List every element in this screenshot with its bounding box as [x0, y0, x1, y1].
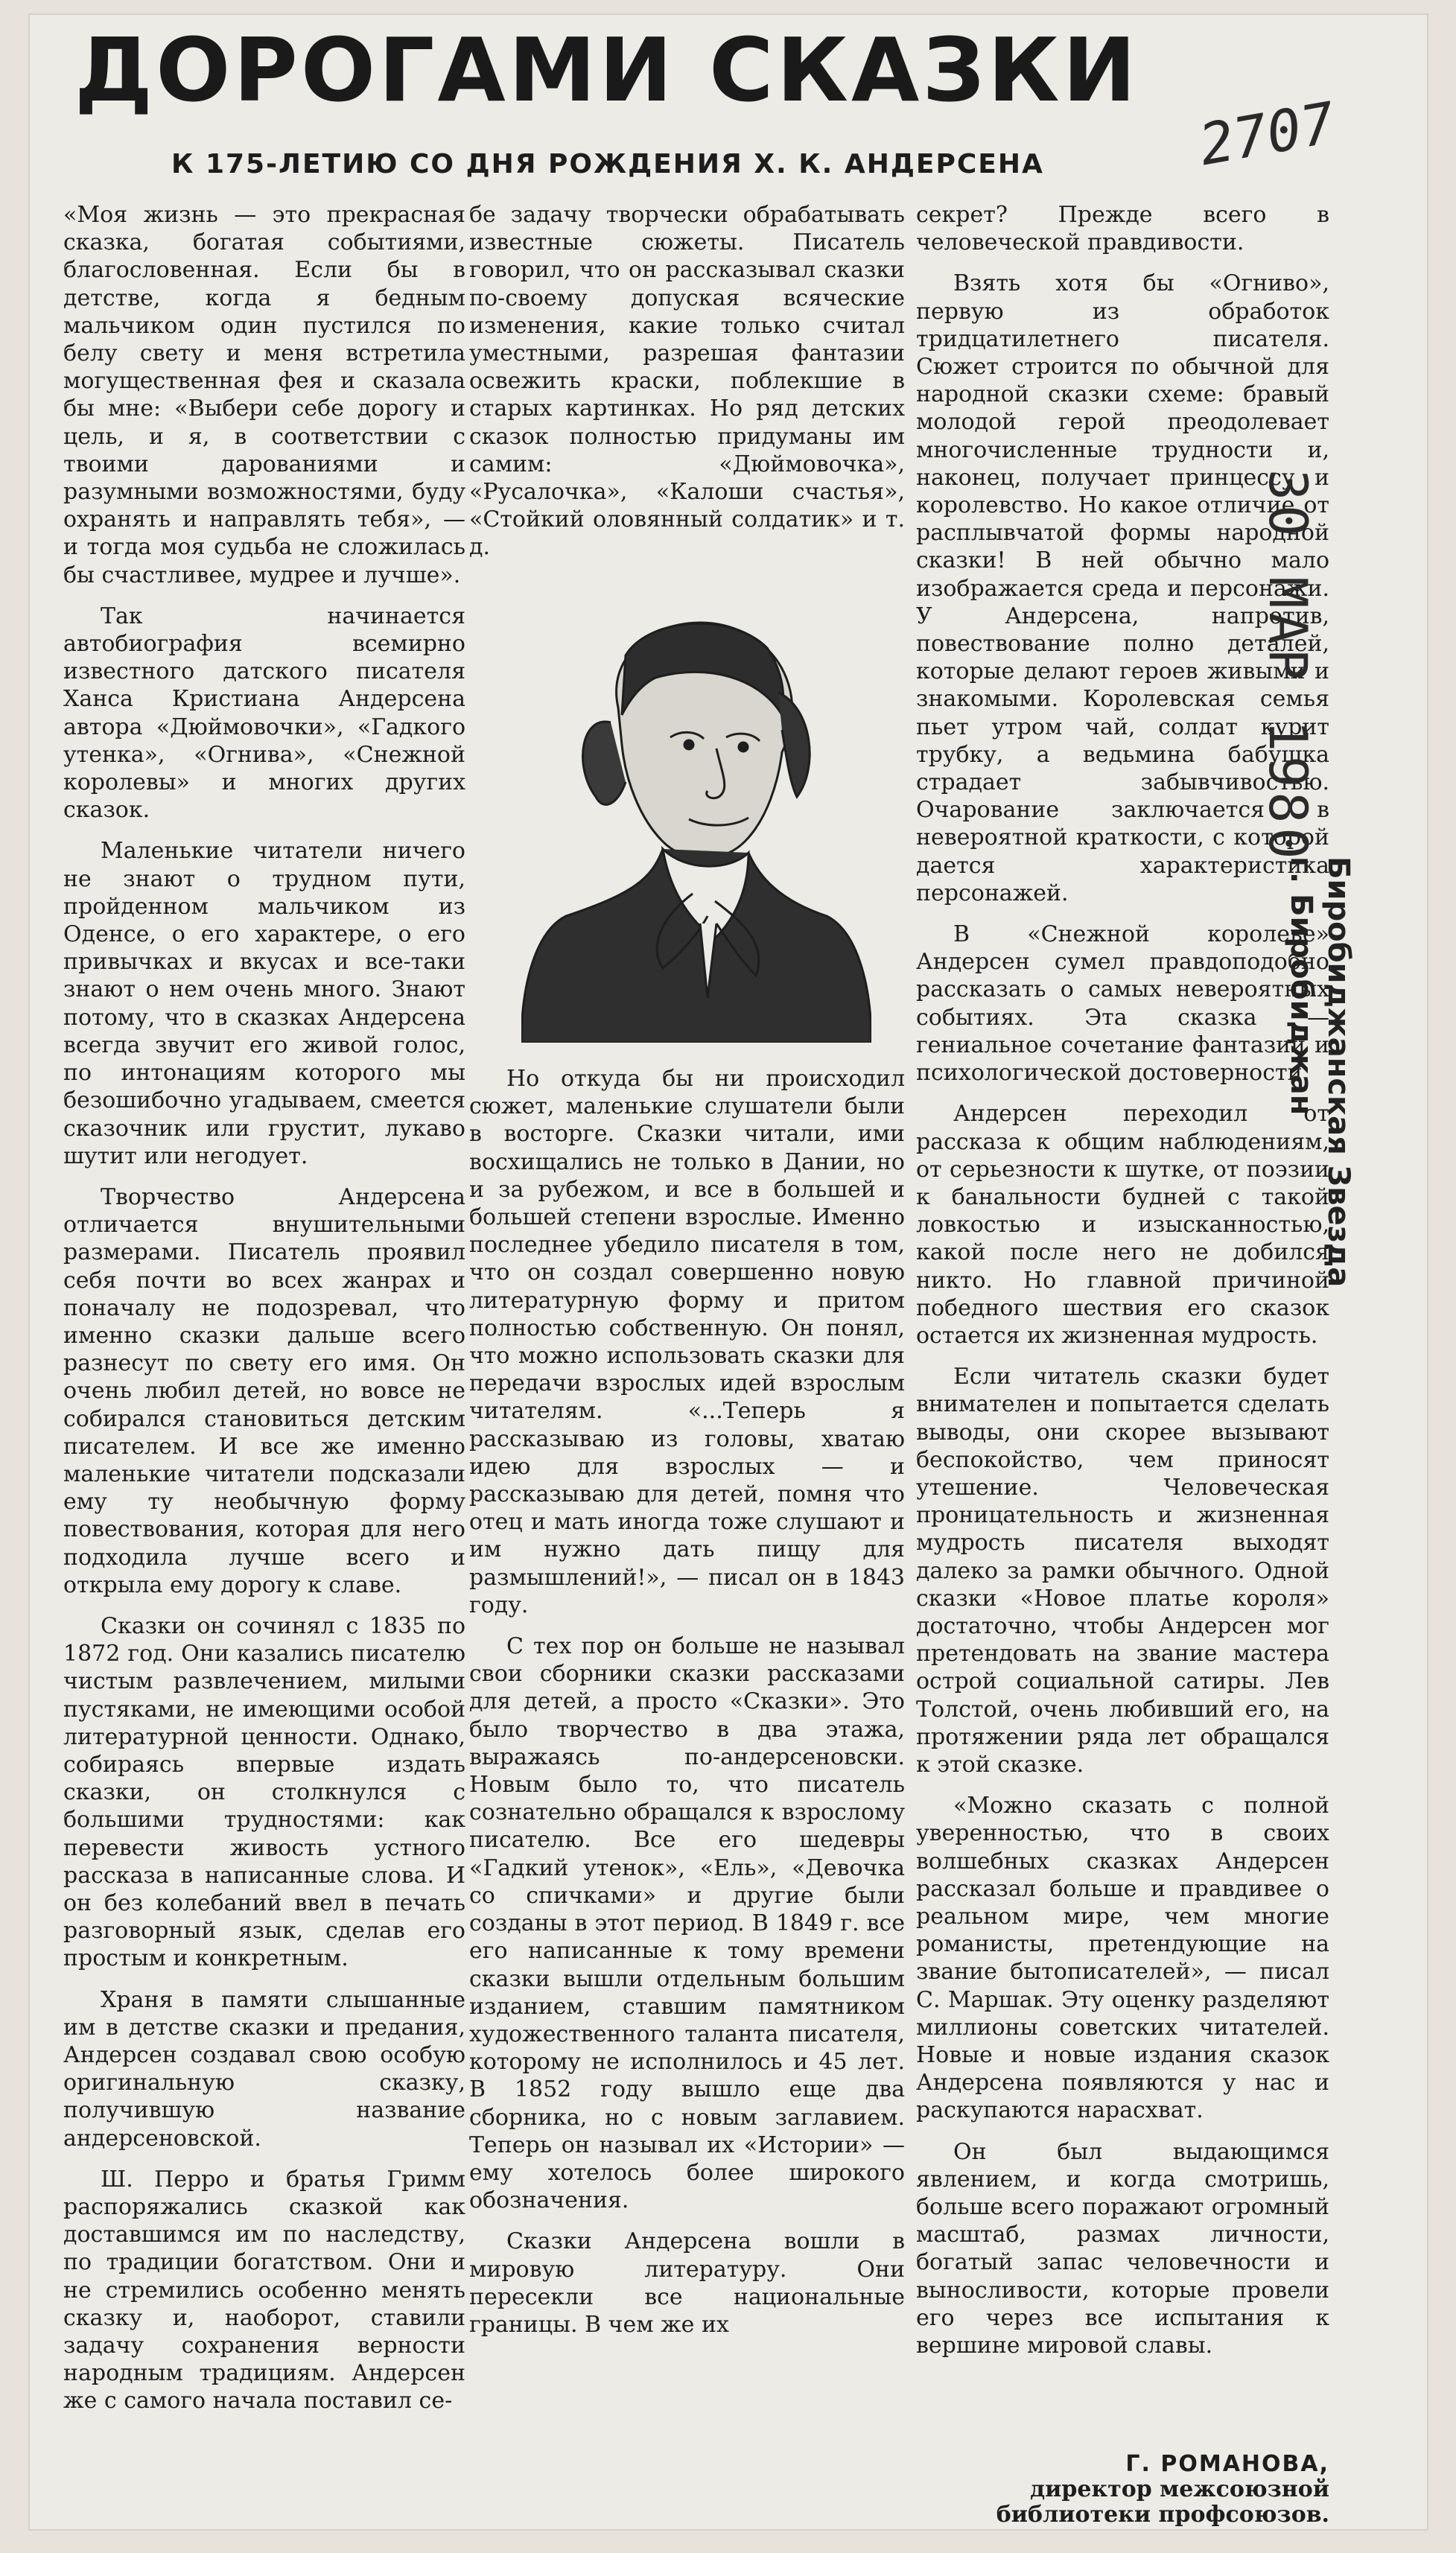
author-role-2: библиотеки профсоюзов. — [996, 2502, 1329, 2528]
paragraph: «Моя жизнь — это прекрасная сказка, богатая событиями, благословенная. Если бы в детстве, когда я бедным мальчиком один пустился по белу свету и меня встретила могущественная фея и сказала бы мне: «Выбери себе дорогу и цель, и я, в соответствии с твоими дарованиями и разумными возможностями, буду охранять и направлять тебя», — и тогда моя судьба не сложилась бы счастливее, мудрее и лучше». — [63, 202, 465, 588]
article-headline: ДОРОГАМИ СКАЗКИ — [74, 19, 1139, 121]
text-column-1 — [63, 201, 465, 2429]
paragraph: Маленькие читатели ничего не знают о трудном пути, пройденном мальчиком из Оденсе, о его характере, о его привычках и вкусах и все-таки знают о нем очень много. Знают потому, что в сказках Андерсена всегда звучит его живой голос, по интонациям которого мы безошибочно угадываем, смеется сказочник или грустит, лукаво шутит или негодует. — [63, 838, 465, 1169]
paragraph: Творчество Андерсена отличается внушительными размерами. Писатель проявил себя почти во всех жанрах и поначалу не подозревал, что именно сказки дальше всего разнесут по свету его имя. Он очень любил детей, но вовсе не собирался становиться детским писателем. И все же именно маленькие читатели подсказали ему ту необычную форму повествования, которая для него подходила лучше всего и открыла ему дорогу к славе. — [63, 1183, 465, 1598]
text-column-2-bottom — [469, 1065, 905, 2352]
date-stamp: 30 МАР 1980 — [1257, 469, 1318, 864]
paragraph: Если читатель сказки будет внимателен и попытается сделать выводы, они скорее вызывают беспокойство, чем приносят утешение. Человеческая проницательность и жизненная мудрость писателя выходят далеко за рамки обычного. Одной сказки «Новое платье короля» достаточно, чтобы Андерсен мог претендовать на звание мастера острой социальной сатиры. Лев Толстой, очень любивший его, на протяжении ряда лет обращался к этой сказке. — [916, 1364, 1329, 1778]
paragraph: Сказки он сочинял с 1835 по 1872 год. Они казались писателю чистым развлечением, милыми пустяками, не имеющими особой литературной ценности. Однако, собираясь впервые издать сказки, он столкнулся с большими трудностями: как перевести живость устного рассказа в написанные слова. И он без колебаний ввел в печать разговорный язык, сделав его простым и конкретным. — [63, 1612, 465, 1972]
author-name: Г. РОМАНОВА, — [1125, 2451, 1329, 2477]
source-newspaper: Биробиджанская Звезда — [1321, 856, 1355, 1288]
paragraph: «Можно сказать с полной уверенностью, что в своих волшебных сказках Андерсен рассказал больше и правдивее о реальном мире, чем многие романисты, претендующие на звание бытописателей», — писал С. Маршак. Эту оценку разделяют миллионы советских читателей. Новые и новые издания сказок Андерсена появляются у нас и раскупаются нарасхват. — [916, 1793, 1329, 2124]
paragraph: Взять хотя бы «Огниво», первую из обработок тридцатилетнего писателя. Сюжет строится по обычной для народной сказки схеме: бравый молодой герой преодолевает многочисленные трудности и, наконец, получает принцессу и королевство. Но какое отличие от расплывчатой формы народной сказки! В ней обычно мало изображается среда и персонажи. У Андерсена, напротив, повествование полно деталей, которые делают героев живыми и знакомыми. Королевская семья пьет утром чай, солдат курит трубку, а ведьмина бабушка страдает забывчивостью. Очарование заключается в невероятной краткости, с которой дается характеристика персонажей. — [916, 270, 1329, 906]
text-column-2-top — [469, 201, 905, 575]
paragraph: Храня в памяти слышанные им в детстве сказки и предания, Андерсен создавал свою особую оригинальную сказку, получившую название андерсеновской. — [63, 1986, 465, 2152]
source-city: г. Биробиджан — [1284, 856, 1318, 1116]
paragraph: Но откуда бы ни происходил сюжет, маленькие слушатели были в восторге. Сказки читали, ими восхищались не только в Дании, но и за рубежом, и все в большей и большей степени взрослые. Именно последнее убедило писателя в том, что он создал совершенно новую литературную форму и притом полностью собственную. Он понял, что можно использовать сказки для передачи взрослых идей взрослым читателям. «...Теперь я рассказываю из головы, хватаю идею для взрослых — и рассказываю для детей, помня что отец и мать иногда тоже слушают и им нужно дать пищу для размышлений!», — писал он в 1843 году. — [469, 1066, 905, 1618]
paragraph: бе задачу творчески обрабатывать известные сюжеты. Писатель говорил, что он рассказывал сказки по-своему допуская всяческие изменения, какие только считал уместными, разрешая фантазии освежить краски, поблекшие в старых картинках. Но ряд детских сказок полностью придуманы им самим: «Дюймовочка», «Русалочка», «Калоши счастья», «Стойкий оловянный солдатик» и т. д. — [469, 202, 905, 561]
paragraph: Андерсен переходил от рассказа к общим наблюдениям, от серьезности к шутке, от поэзии к банальности будней с такой ловкостью и изысканностью, какой после него не добился никто. Но главной причиной победного шествия его сказок остается их жизненная мудрость. — [916, 1101, 1329, 1349]
paragraph: Ш. Перро и братья Гримм распоряжались сказкой как доставшимся им по наследству, по традиции богатством. Они и не стремились особенно менять сказку и, наоборот, ставили задачу сохранения верности народным традициям. Андерсен же с самого начала поставил се- — [63, 2166, 465, 2414]
paragraph: секрет? Прежде всего в человеческой правдивости. — [916, 202, 1329, 256]
article-subheadline: К 175-ЛЕТИЮ СО ДНЯ РОЖДЕНИЯ Х. К. АНДЕРСЕНА — [171, 149, 1044, 179]
handwritten-number: 2707 — [1194, 89, 1341, 179]
paragraph: Так начинается автобиография всемирно известного датского писателя Ханса Кристиана Андерсена автора «Дюймовочки», «Гадкого утенка», «Огнива», «Снежной королевы» и многих других сказок. — [63, 603, 465, 824]
paragraph: Сказки Андерсена вошли в мировую литературу. Они пересекли все национальные границы. В чем же их — [469, 2228, 905, 2338]
andersen-portrait — [521, 596, 871, 1043]
author-role: директор межсоюзной — [1030, 2476, 1329, 2502]
paragraph: В «Снежной королеве» Андерсен сумел правдоподобно рассказать о самых невероятных событиях. Эта сказка — гениальное сочетание фантазии и психологической достоверности. — [916, 921, 1329, 1087]
author-signature — [916, 2452, 1329, 2528]
paragraph: Он был выдающимся явлением, и когда смотришь, больше всего поражают огромный масштаб, размах личности, богатый запас человечности и выносливости, которые провели его через все испытания к вершине мировой славы. — [916, 2138, 1329, 2359]
paragraph: С тех пор он больше не называл свои сборники сказки рассказами для детей, а просто «Сказки». Это было творчество в два этажа, выражаясь по-андерсеновски. Новым было то, что писатель сознательно обращался к взрослому писателю. Все его шедевры «Гадкий утенок», «Ель», «Девочка со спичками» и другие были созданы в этот период. В 1849 г. все его написанные к тому времени сказки вышли отдельным большим изданием, ставшим памятником художественного таланта писателя, которому не исполнилось и 45 лет. В 1852 году вышло еще два сборника, но с новым заглавием. Теперь он называл их «Истории» — ему хотелось более широкого обозначения. — [469, 1633, 905, 2214]
